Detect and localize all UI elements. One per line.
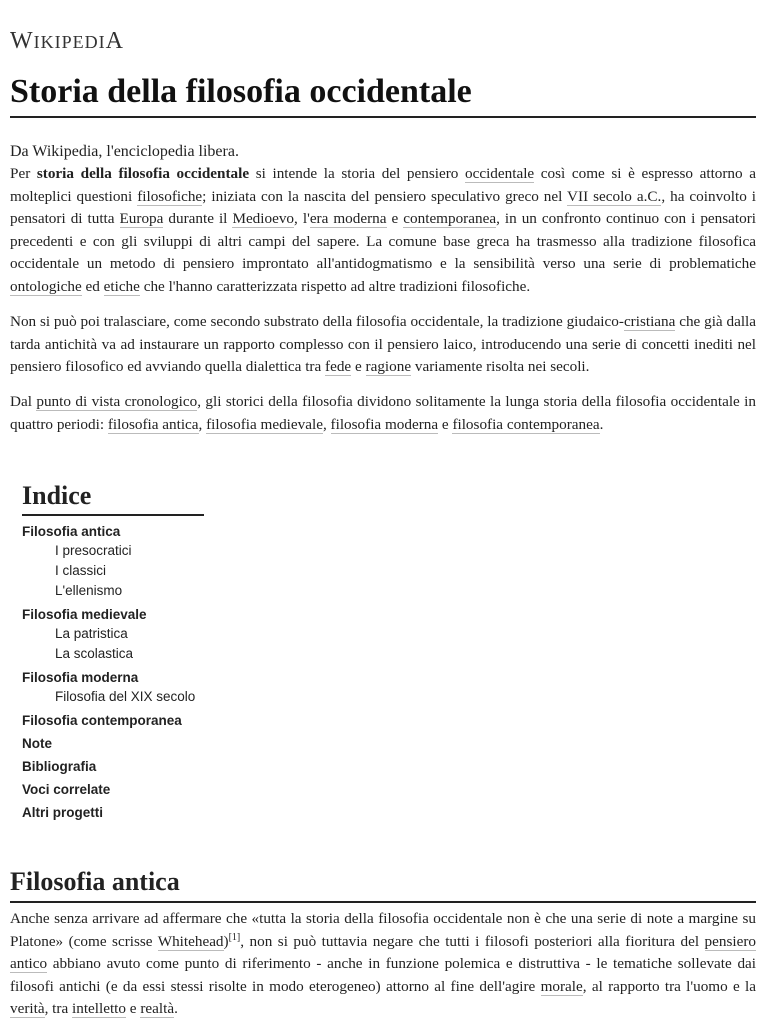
link-realta[interactable]: realtà — [140, 1000, 175, 1017]
wordmark-initial: W — [10, 28, 34, 54]
wordmark-middle: IKIPEDI — [33, 32, 106, 52]
link-pensiero-antico[interactable]: pensiero antico — [10, 932, 756, 972]
link-filosofia-moderna[interactable]: filosofia moderna — [330, 415, 439, 433]
link-filosofia-medievale[interactable]: filosofia medievale — [206, 415, 323, 433]
link-filosofia-contemporanea[interactable]: filosofia contemporanea — [452, 415, 600, 433]
toc-item-filosofia-medievale[interactable]: Filosofia medievale La patristica La scolastica — [22, 605, 204, 664]
reference-1[interactable]: [1] — [228, 931, 241, 943]
link-whitehead[interactable]: Whitehead — [157, 932, 224, 950]
intro-paragraph: Per storia della filosofia occidentale si intende la storia del pensiero occidentale così come si è espresso attorno a molteplici questioni filosofiche; iniziata con la nascita del pensiero speculativo greco nel VII secolo a.C., ha coinvolto i pensatori di tutta Europa durante il Medioevo, l'era moderna e contemporanea, in un confronto continuo con i pensatori precedenti e con gli sviluppi di altri campi del sapere. La comune base greca ha trasmesso alla tradizione filosofica occidentale un metodo di pensiero improntato all'antidogmatismo e la sensibilità verso una serie di problematiche ontologiche ed etiche che l'hanno caratterizzata rispetto ad altre tradizioni filosofiche. — [10, 165, 756, 295]
link-punto-di-vista-cronologico[interactable]: punto di vista cronologico — [36, 393, 198, 410]
link-vii-secolo[interactable]: VII secolo a.C. — [567, 187, 662, 205]
link-filosofiche[interactable]: filosofiche — [137, 187, 203, 205]
link-intelletto[interactable]: intelletto — [72, 1000, 126, 1017]
table-of-contents — [22, 480, 204, 822]
link-ragione[interactable]: ragione — [365, 358, 412, 375]
toc-heading: Indice — [22, 480, 204, 516]
toc-subitem[interactable]: L'ellenismo — [55, 583, 123, 598]
link-morale[interactable]: morale — [540, 977, 583, 995]
bold-term: storia della filosofia occidentale — [36, 165, 250, 182]
toc-subitem[interactable]: Filosofia del XIX secolo — [55, 689, 196, 704]
link-occidentale[interactable]: occidentale — [465, 165, 535, 182]
toc-item-filosofia-antica[interactable]: Filosofia antica I presocratici I classici L'ellenismo — [22, 522, 204, 601]
page-title: Storia della filosofia occidentale — [10, 72, 756, 118]
paragraph-2: Non si può poi tralasciare, come secondo substrato della filosofia occidentale, la tradizione giudaico-cristiana che già dalla tarda antichità va ad instaurare un rapporto complesso con il pensiero laico, introducendo una serie di concetti inediti nel pensiero filosofico ed avviando quella dialettica tra fede e ragione variamente risolta nei secoli. — [10, 313, 756, 375]
toc-item-bibliografia[interactable]: Bibliografia — [22, 759, 97, 774]
toc-subitem[interactable]: La scolastica — [55, 646, 134, 661]
wikipedia-wordmark[interactable] — [10, 28, 124, 55]
link-filosofia-antica[interactable]: filosofia antica — [107, 415, 199, 433]
link-verita[interactable]: verità — [10, 1000, 45, 1017]
link-contemporanea[interactable]: contemporanea — [403, 210, 497, 227]
site-tagline: Da Wikipedia, l'enciclopedia libera. — [10, 143, 239, 160]
link-medioevo[interactable]: Medioevo — [232, 210, 295, 227]
toc-item-filosofia-contemporanea[interactable]: Filosofia contemporanea — [22, 713, 182, 728]
link-era-moderna[interactable]: era moderna — [309, 210, 387, 227]
toc-list — [22, 522, 204, 822]
toc-item-note[interactable]: Note — [22, 736, 52, 751]
link-cristiana[interactable]: cristiana — [623, 313, 676, 330]
toc-item-filosofia-moderna[interactable]: Filosofia moderna Filosofia del XIX secolo — [22, 668, 204, 707]
paragraph-3: Dal punto di vista cronologico, gli storici della filosofia dividono solitamente la lunga storia della filosofia occidentale in quattro periodi: filosofia antica, filosofia medievale, filosofia moderna e filosofia contemporanea. — [10, 393, 756, 433]
toc-item-voci-correlate[interactable]: Voci correlate — [22, 782, 111, 797]
toc-subitem[interactable]: La patristica — [55, 626, 128, 641]
toc-subitem[interactable]: I presocratici — [55, 543, 132, 558]
link-europa[interactable]: Europa — [119, 210, 164, 227]
wordmark-final: A — [105, 28, 124, 54]
toc-item-altri-progetti[interactable]: Altri progetti — [22, 805, 103, 820]
link-fede[interactable]: fede — [325, 358, 352, 375]
link-ontologiche[interactable]: ontologiche — [10, 277, 82, 295]
toc-subitem[interactable]: I classici — [55, 563, 107, 578]
section-paragraph: Anche senza arrivare ad affermare che «tutta la storia della filosofia occidentale non è che una serie di note a margine su Platone» (come scrisse Whitehead)[1], non si può tuttavia negare che tutti i filosofi posteriori alla fioritura del pensiero antico abbiano avuto come punto di riferimento - anche in funzione polemica e distruttiva - le tematiche sollevate dai filosofi antichi (e da essi stessi risolte in modo eterogeneo) attorno al fine dell'agire morale, al rapporto tra l'uomo e la verità, tra intelletto e realtà. — [10, 910, 756, 1017]
section-heading-filosofia-antica: Filosofia antica — [10, 865, 756, 903]
link-etiche[interactable]: etiche — [103, 277, 140, 295]
